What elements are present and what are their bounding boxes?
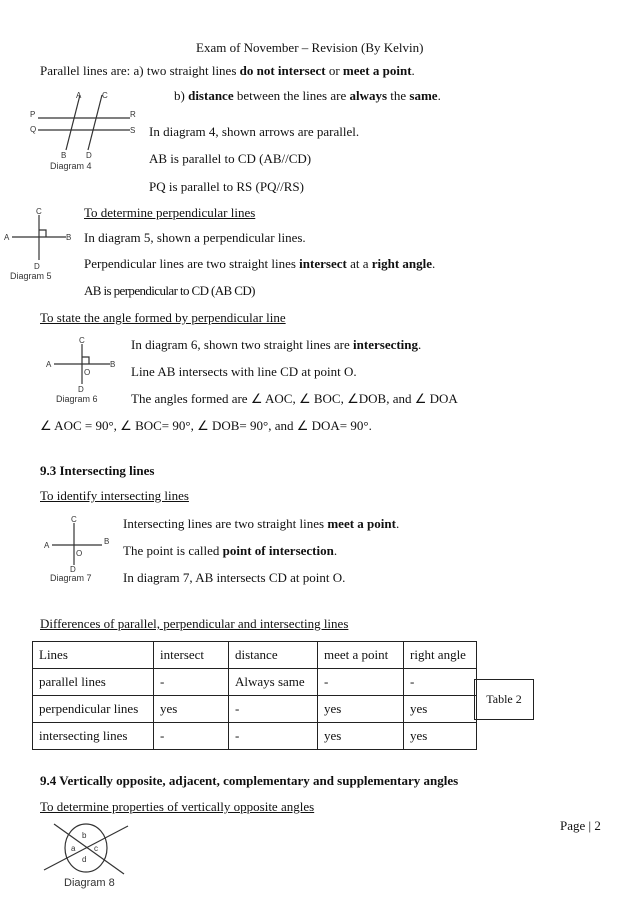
page-number: Page | 2 <box>560 818 601 833</box>
parallel-line-1: In diagram 4, shown arrows are parallel. <box>149 124 360 139</box>
table-cell: - <box>229 696 318 723</box>
text: Perpendicular lines are two straight lines <box>84 256 300 271</box>
angle-line-2: Line AB intersects with line CD at point O. <box>131 364 357 379</box>
text: or <box>325 63 343 78</box>
table-cell: - <box>154 669 229 696</box>
table-cell: Always same <box>229 669 318 696</box>
label-a: A <box>76 91 82 100</box>
table-label: Table 2 <box>474 679 534 720</box>
angle-heading: To state the angle formed by perpendicular line <box>40 310 286 325</box>
diagram-caption: Diagram 7 <box>50 573 92 583</box>
bold-text: point of intersection <box>222 543 334 558</box>
table-cell: yes <box>318 696 404 723</box>
table-cell: yes <box>404 696 477 723</box>
bold-text: always <box>349 88 388 103</box>
section-9-4-heading: To determine properties of vertically opposite angles <box>40 799 315 814</box>
perpendicular-line-1: In diagram 5, shown a perpendicular lines. <box>84 230 306 245</box>
text: . <box>333 543 338 558</box>
label-c: C <box>36 207 42 216</box>
label-c: C <box>79 336 85 345</box>
label-d: D <box>86 151 92 160</box>
diagram-4 <box>30 90 140 175</box>
text: between the lines are <box>233 88 350 103</box>
label-r: R <box>130 110 136 119</box>
label-d: d <box>82 855 87 864</box>
text: The point is called <box>123 543 223 558</box>
label-d: D <box>70 565 76 574</box>
parallel-definition-b <box>174 88 441 104</box>
text: In diagram 6, shown two straight lines are <box>131 337 354 352</box>
bold-text: intersecting <box>353 337 419 352</box>
perpendicular-line-2 <box>84 256 435 272</box>
diagram-7 <box>44 515 126 585</box>
table-row <box>33 723 477 750</box>
parallel-line-3: PQ is parallel to RS (PQ//RS) <box>149 179 304 194</box>
label-c: C <box>71 515 77 524</box>
table-row <box>33 696 477 723</box>
label-b: B <box>66 233 72 242</box>
label-c: c <box>94 844 98 853</box>
angle-line-3: The angles formed are ∠ AOC, ∠ BOC, ∠DOB, and ∠ DOA <box>131 391 458 406</box>
label-d: D <box>34 262 40 271</box>
table-header-row <box>33 642 477 669</box>
page-header: Exam of November – Revision (By Kelvin) <box>196 40 424 55</box>
text: . <box>418 337 422 352</box>
bold-text: intersect <box>299 256 347 271</box>
perpendicular-heading: To determine perpendicular lines <box>84 205 256 220</box>
label-p: P <box>30 110 36 119</box>
perpendicular-line-3: AB is perpendicular to CD (AB CD) <box>84 283 255 298</box>
text: Intersecting lines are two straight lines <box>123 516 328 531</box>
table-cell: yes <box>318 723 404 750</box>
angle-line-4: ∠ AOC = 90°, ∠ BOC= 90°, ∠ DOB= 90°, and ∠ DOA= 90°. <box>40 418 372 433</box>
text: at a <box>346 256 372 271</box>
intersecting-line-1 <box>123 516 399 532</box>
table-cell: intersecting lines <box>33 723 154 750</box>
table-cell: parallel lines <box>33 669 154 696</box>
text: b) <box>174 88 189 103</box>
label-a: a <box>71 844 76 853</box>
text: . <box>432 256 436 271</box>
diagram-caption: Diagram 5 <box>10 271 52 281</box>
label-b: B <box>110 360 116 369</box>
table-header-cell: meet a point <box>318 642 404 669</box>
bold-text: distance <box>188 88 234 103</box>
intersecting-line-2 <box>123 543 337 559</box>
label-a: A <box>4 233 10 242</box>
label-d: D <box>78 385 84 394</box>
bold-text: meet a point <box>342 63 412 78</box>
label-b: B <box>61 151 67 160</box>
parallel-line-2: AB is parallel to CD (AB//CD) <box>149 151 312 166</box>
text: the <box>387 88 410 103</box>
label-o: O <box>84 368 91 377</box>
bold-text: same <box>409 88 438 103</box>
bold-text: meet a point <box>327 516 396 531</box>
text: . <box>437 88 441 103</box>
label-a: A <box>46 360 52 369</box>
differences-table <box>32 641 477 750</box>
diagram-6 <box>44 336 126 406</box>
table-cell: - <box>404 669 477 696</box>
angle-line-1 <box>131 337 421 353</box>
label-b: B <box>104 537 110 546</box>
label-c: C <box>102 91 108 100</box>
table-cell: - <box>229 723 318 750</box>
diagram-caption: Diagram 4 <box>50 161 92 171</box>
table-header-cell: intersect <box>154 642 229 669</box>
label-q: Q <box>30 125 37 134</box>
section-9-3-heading: To identify intersecting lines <box>40 488 189 503</box>
text: . <box>411 63 415 78</box>
section-9-4-title: 9.4 Vertically opposite, adjacent, complementary and supplementary angles <box>40 773 459 788</box>
table-header-cell: right angle <box>404 642 477 669</box>
diagram-8 <box>36 818 136 890</box>
parallel-definition-a <box>40 63 415 79</box>
bold-text: do not intersect <box>239 63 326 78</box>
label-o: O <box>76 549 83 558</box>
bold-text: right angle <box>371 256 433 271</box>
intersecting-line-3: In diagram 7, AB intersects CD at point O. <box>123 570 346 585</box>
diagram-5 <box>4 205 84 283</box>
table-row <box>33 669 477 696</box>
diagram-caption: Diagram 8 <box>64 877 115 889</box>
section-9-3-title: 9.3 Intersecting lines <box>40 463 155 478</box>
table-header-cell: Lines <box>33 642 154 669</box>
label-a: A <box>44 541 50 550</box>
text: Parallel lines are: a) two straight lines <box>40 63 240 78</box>
label-b: b <box>82 831 87 840</box>
text: . <box>395 516 400 531</box>
label-s: S <box>130 126 136 135</box>
table-cell: yes <box>404 723 477 750</box>
table-cell: yes <box>154 696 229 723</box>
table-cell: - <box>154 723 229 750</box>
table-cell: perpendicular lines <box>33 696 154 723</box>
diagram-caption: Diagram 6 <box>56 394 98 404</box>
differences-heading: Differences of parallel, perpendicular and intersecting lines <box>40 616 349 631</box>
table-cell: - <box>318 669 404 696</box>
table-header-cell: distance <box>229 642 318 669</box>
